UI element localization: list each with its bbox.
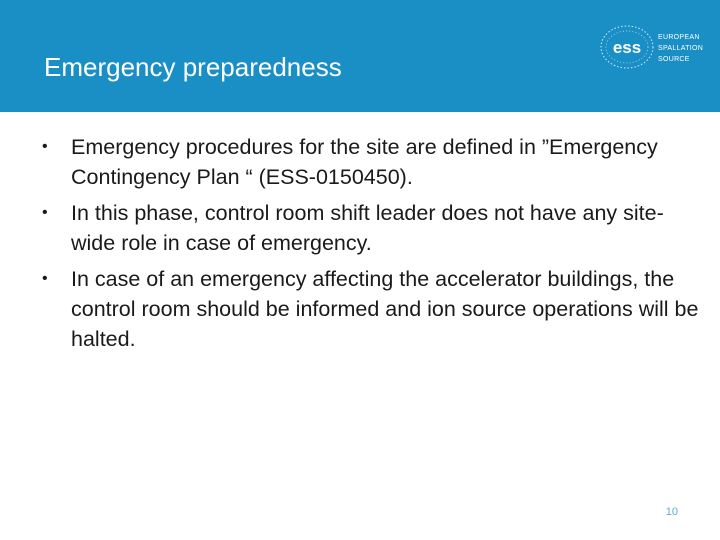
bullet-list xyxy=(40,132,700,354)
bullet-icon: • xyxy=(42,138,48,155)
ess-logo-mark-icon xyxy=(596,22,658,72)
logo-line-source: SOURCE xyxy=(658,56,690,63)
bullet-text: In case of an emergency affecting the accelerator buildings, the control room should be informed and ion source operations will be halted. xyxy=(71,267,699,351)
slide-body xyxy=(40,132,700,360)
bullet-icon: • xyxy=(42,270,48,287)
bullet-item xyxy=(40,132,700,192)
logo-line-spallation: SPALLATION xyxy=(658,45,704,52)
bullet-text: Emergency procedures for the site are defined in ”Emergency Contingency Plan “ (ESS-0150450). xyxy=(71,135,658,189)
bullet-item xyxy=(40,198,700,258)
bullet-icon: • xyxy=(42,204,48,221)
bullet-text: In this phase, control room shift leader does not have any site-wide role in case of emergency. xyxy=(71,201,664,255)
logo-wordmark xyxy=(658,32,703,65)
page-number: 10 xyxy=(665,506,678,518)
ess-logo xyxy=(596,18,708,74)
logo-mark-text: ess xyxy=(612,38,642,57)
logo-line-european: EUROPEAN xyxy=(658,34,700,41)
header-bar xyxy=(0,0,720,112)
slide-title: Emergency preparedness xyxy=(44,52,342,82)
bullet-item xyxy=(40,264,700,354)
